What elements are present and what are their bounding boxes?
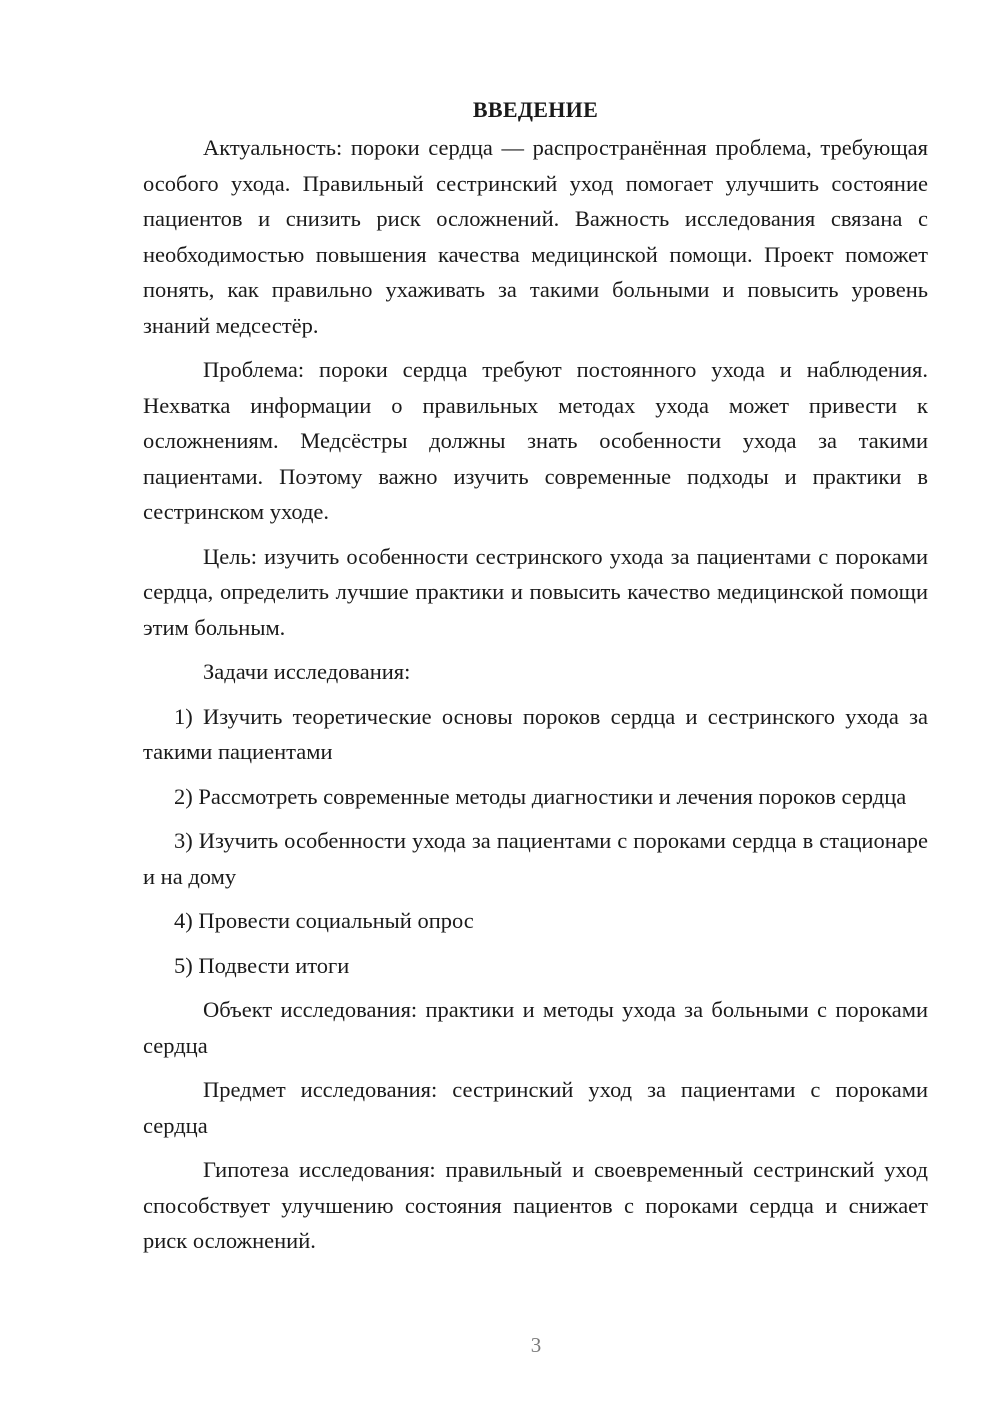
tasks-heading: Задачи исследования: <box>203 659 411 684</box>
page-number: 3 <box>530 1333 542 1357</box>
page-title: ВВЕДЕНИЕ <box>472 97 599 122</box>
paragraph-object: Объект исследования: практики и методы ухода за больными с пороками сердца <box>143 997 928 1058</box>
page-body <box>143 92 928 1268</box>
paragraph-problem: Проблема: пороки сердца требуют постоянного ухода и наблюдения. Нехватка информации о правильных методах ухода может привести к осложнениям. Медсёстры должны знать особенности ухода за такими пациентами. Поэтому важно изучить современные подходы и практики в сестринском уходе. <box>143 357 928 524</box>
task-item-4: 4) Провести социальный опрос <box>174 908 474 933</box>
paragraph-subject: Предмет исследования: сестринский уход за пациентами с пороками сердца <box>143 1077 928 1138</box>
task-item-3: 3) Изучить особенности ухода за пациентами с пороками сердца в стационаре и на дому <box>143 828 928 889</box>
task-item-1: 1) Изучить теоретические основы пороков сердца и сестринского ухода за такими пациентами <box>143 703 928 764</box>
paragraph-goal: Цель: изучить особенности сестринского ухода за пациентами с пороками сердца, определить лучшие практики и повысить качество медицинской помощи этим больным. <box>143 543 928 640</box>
task-item-2: 2) Рассмотреть современные методы диагностики и лечения пороков сердца <box>174 783 907 809</box>
task-item-5: 5) Подвести итоги <box>174 952 350 978</box>
paragraph-hypothesis: Гипотеза исследования: правильный и своевременный сестринский уход способствует улучшению состояния пациентов с пороками сердца и снижает риск осложнений. <box>143 1157 928 1253</box>
paragraph-relevance: Актуальность: пороки сердца — распространённая проблема, требующая особого ухода. Правильный сестринский уход помогает улучшить состояние пациентов и снизить риск осложнений. Важность исследования связана с необходимостью повышения качества медицинской помощи. Проект поможет понять, как правильно ухаживать за такими больными и повысить уровень знаний медсестёр. <box>143 135 928 338</box>
